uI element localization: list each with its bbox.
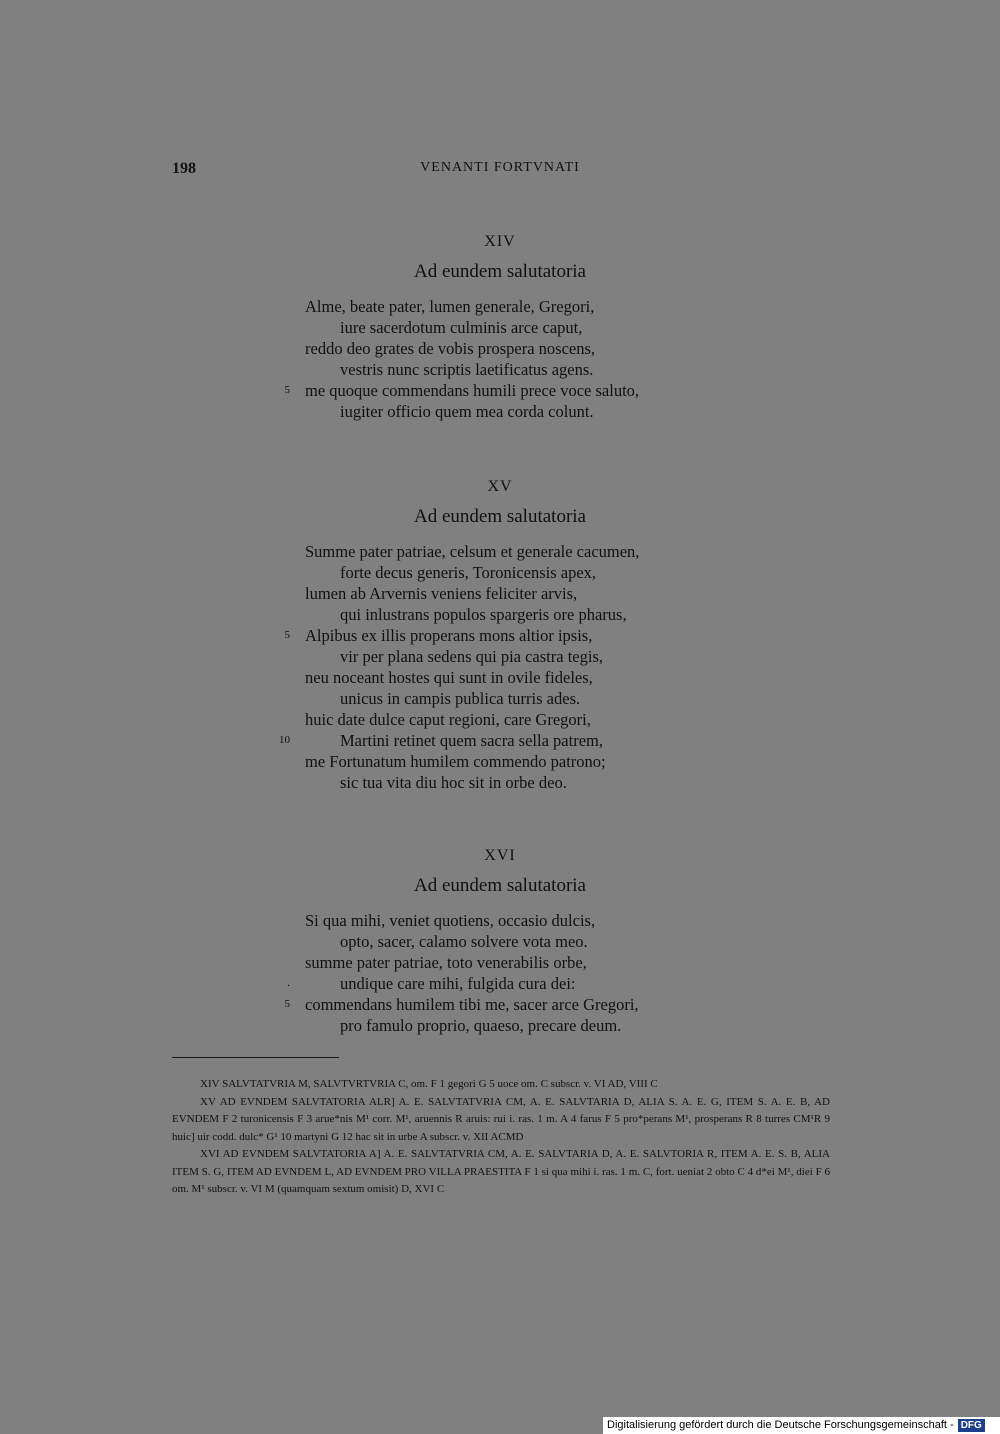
line-number: 5 <box>284 384 290 396</box>
verse-line: opto, sacer, calamo solvere vota meo. <box>340 932 588 951</box>
apparatus-entry: XVI AD EVNDEM SALVTATORIA A] A. E. SALVTATVRIA CM, A. E. SALVTARIA D, A. E. SALVTORIA R, ITEM A. E. S. B, ALIA ITEM S. G, ITEM AD EVNDEM L, AD EVNDEM PRO VILLA PRAESTITA F 1 si qua mihi i. ras. 1 m. C, fort. ueniat 2 obto C 4 d*ei M¹, diei F 6 om. M¹ subscr. v. VI M (quamquam sextum omisit) D, XVI C <box>172 1148 830 1195</box>
poem-title: Ad eundem salutatoria <box>413 261 586 282</box>
dfg-logo-icon: DFG <box>958 1419 985 1432</box>
verse-line: summe pater patriae, toto venerabilis orbe, <box>305 953 587 972</box>
verse-line: Summe pater patriae, celsum et generale cacumen, <box>305 542 640 561</box>
verse-line: neu noceant hostes qui sunt in ovile fideles, <box>305 668 593 687</box>
verse-line: vestris nunc scriptis laetificatus agens. <box>340 360 594 379</box>
verse-line: lumen ab Arvernis veniens feliciter arvis, <box>305 584 578 603</box>
verse-line: me Fortunatum humilem commendo patrono; <box>305 752 606 771</box>
poem-title: Ad eundem salutatoria <box>413 506 586 527</box>
poem-number: XVI <box>484 847 516 864</box>
poem-xv <box>0 478 1000 793</box>
verse-line: 10 Martini retinet quem sacra sella patrem, <box>0 730 1000 751</box>
verse-line: iure sacerdotum culminis arce caput, <box>340 318 583 337</box>
verse-line: sic tua vita diu hoc sit in orbe deo. <box>340 773 567 792</box>
verse-line: . undique care mihi, fulgida cura dei: <box>0 973 1000 994</box>
poem-lines <box>0 296 1000 422</box>
critical-apparatus <box>172 1076 830 1199</box>
poem-lines <box>0 910 1000 1036</box>
verse-line: 5 Alpibus ex illis properans mons altior ipsis, <box>0 625 1000 646</box>
footnote-rule <box>172 1057 339 1058</box>
verse-line: reddo deo grates de vobis prospera noscens, <box>305 339 596 358</box>
verse-line: huic date dulce caput regioni, care Gregori, <box>305 710 591 729</box>
apparatus-entry: XV AD EVNDEM SALVTATORIA ALR] A. E. SALVTATVRIA CM, A. E. SALVTARIA D, ALIA S. A. E. G, ITEM S. A. E. B, AD EVNDEM F 2 turonicensis F 3 arue*nis M¹ corr. M¹, aruennis R aruis: rui i. ras. 1 m. A 4 farus F 5 pro*perans M¹, prosperans R 8 turres CM¹R 9 huic] uir codd. dulc* G¹ 10 martyni G 12 hac sit in urbe A subscr. v. XII ACMD <box>172 1095 830 1143</box>
page-number: 198 <box>172 160 196 177</box>
poem-lines <box>0 541 1000 793</box>
poem-number: XV <box>487 478 513 495</box>
verse-line: 5 commendans humilem tibi me, sacer arce Gregori, <box>0 994 1000 1015</box>
verse-line: 5 me quoque commendans humili prece voce saluto, <box>0 380 1000 401</box>
line-number: 5 <box>284 629 290 641</box>
poem-xvi <box>0 847 1000 1036</box>
verse-line: qui inlustrans populos spargeris ore pharus, <box>340 605 627 624</box>
line-number: . <box>287 977 290 989</box>
verse-line: vir per plana sedens qui pia castra tegis, <box>340 647 603 666</box>
running-title: VENANTI FORTVNATI <box>420 160 580 175</box>
line-number: 10 <box>279 734 290 746</box>
verse-line: pro famulo proprio, quaeso, precare deum. <box>340 1016 622 1035</box>
verse-line: Si qua mihi, veniet quotiens, occasio dulcis, <box>305 911 596 930</box>
verse-line: Alme, beate pater, lumen generale, Gregori, <box>305 297 595 316</box>
apparatus-entry: XIV SALVTATVRIA M, SALVTVRTVRIA C, om. F 1 gegori G 5 uoce om. C subscr. v. VI AD, VIII C <box>200 1078 658 1090</box>
footer-text: Digitalisierung gefördert durch die Deutsche Forschungsgemeinschaft - <box>607 1419 954 1431</box>
page-header <box>0 160 1000 180</box>
verse-line: iugiter officio quem mea corda colunt. <box>340 402 594 421</box>
poem-number: XIV <box>484 233 516 250</box>
digitization-footer <box>603 1417 1000 1434</box>
line-number: 5 <box>284 998 290 1010</box>
verse-line: forte decus generis, Toronicensis apex, <box>340 563 597 582</box>
poem-xiv <box>0 233 1000 422</box>
verse-line: unicus in campis publica turris ades. <box>340 689 581 708</box>
poem-title: Ad eundem salutatoria <box>413 875 586 896</box>
